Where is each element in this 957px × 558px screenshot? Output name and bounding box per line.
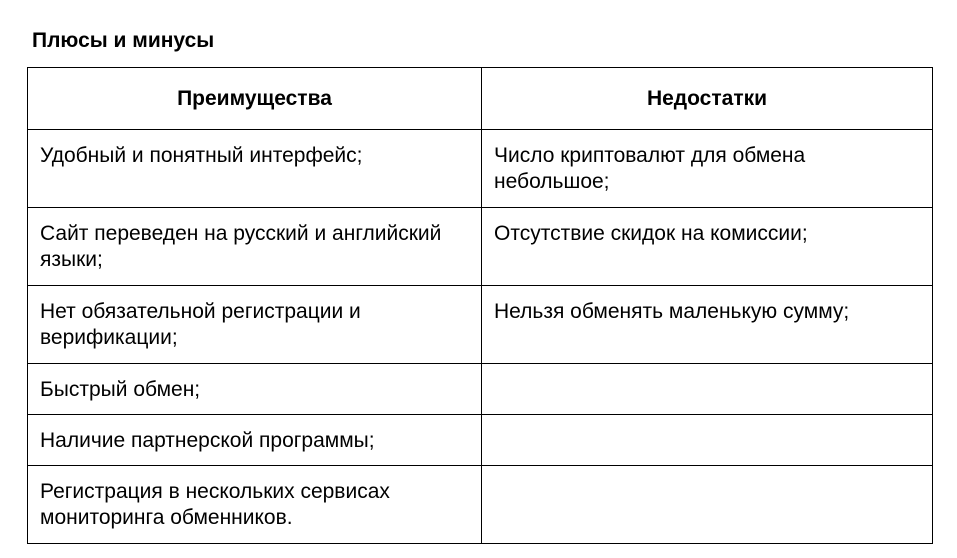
table-row: [28, 364, 933, 415]
cons-cell: [482, 286, 933, 364]
pros-cell: [28, 415, 482, 466]
cons-cell: [482, 415, 933, 466]
pros-text: Сайт переведен на русский и английский языки;: [40, 222, 442, 271]
pros-cell: [28, 208, 482, 286]
table-header: [28, 68, 933, 130]
pros-text: Быстрый обмен;: [40, 378, 201, 401]
pros-cons-table: [27, 67, 933, 544]
cons-text: Нельзя обменять маленькую сумму;: [494, 300, 850, 323]
pros-cell: [28, 286, 482, 364]
cons-cell: [482, 208, 933, 286]
table-row: [28, 286, 933, 364]
header-row: [28, 68, 933, 130]
header-cons: Недостатки: [482, 68, 933, 130]
pros-text: Удобный и понятный интерфейс;: [40, 144, 363, 167]
pros-cell: [28, 466, 482, 544]
pros-text: Регистрация в нескольких сервисах мониторинга обменников.: [40, 480, 390, 529]
header-pros: Преимущества: [28, 68, 482, 130]
table-body: [28, 130, 933, 544]
cons-cell: [482, 466, 933, 544]
cons-text: Число криптовалют для обмена небольшое;: [494, 144, 806, 193]
cons-cell: [482, 364, 933, 415]
cons-cell: [482, 130, 933, 208]
pros-text: Наличие партнерской программы;: [40, 429, 375, 452]
cons-text: Отсутствие скидок на комиссии;: [494, 222, 808, 245]
table-row: [28, 130, 933, 208]
pros-cell: [28, 364, 482, 415]
section-heading: Плюсы и минусы: [32, 29, 215, 52]
pros-text: Нет обязательной регистрации и верификации;: [40, 300, 361, 349]
table-row: [28, 415, 933, 466]
table-row: [28, 466, 933, 544]
table-row: [28, 208, 933, 286]
pros-cell: [28, 130, 482, 208]
